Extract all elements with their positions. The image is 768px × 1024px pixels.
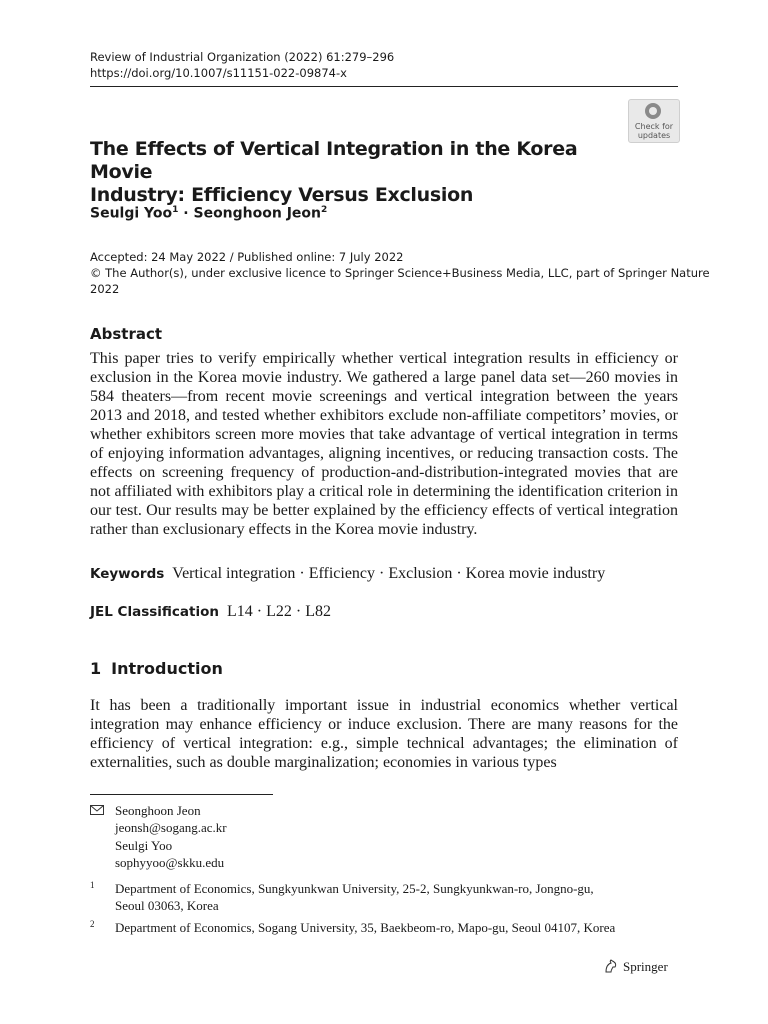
- introduction-body: It has been a traditionally important issue in industrial economics whether vertical integration may enhance efficiency or induce exclusion. There are many reasons for the efficiency of vertical integration: e.g., simple technical advantages; the elimination of externalities, such as double marginalization; economies in various types: [90, 697, 678, 771]
- badge-line-2: updates: [637, 131, 671, 140]
- title-line-2: Industry: Efficiency Versus Exclusion: [90, 184, 474, 206]
- author-1-affiliation-mark: 1: [172, 205, 179, 215]
- jel-label: JEL Classification: [90, 604, 219, 620]
- affiliation-text: Department of Economics, Sungkyunkwan University, 25-2, Sungkyunkwan-ro, Jongno-gu,: [115, 881, 594, 896]
- keywords-label: Keywords: [90, 566, 165, 582]
- crossmark-icon: [645, 103, 661, 119]
- badge-line-1: Check for: [634, 122, 674, 131]
- affiliation-text: Department of Economics, Sogang University, 35, Baekbeom-ro, Mapo-gu, Seoul 04107, Korea: [115, 920, 616, 935]
- paper-title: [90, 138, 610, 207]
- affiliation-text: Seoul 03063, Korea: [115, 898, 219, 913]
- springer-horse-icon: [603, 958, 619, 974]
- journal-citation: Review of Industrial Organization (2022) 61:279–296: [90, 50, 395, 64]
- title-line-1: The Effects of Vertical Integration in the Korea Movie: [90, 138, 578, 183]
- publisher-logo: [603, 958, 668, 975]
- author-list: [90, 205, 327, 222]
- author-2[interactable]: Seonghoon Jeon: [193, 205, 322, 222]
- section-heading: [90, 659, 223, 678]
- author-2-affiliation-mark: 2: [321, 205, 328, 215]
- second-author-email[interactable]: sophyyoo@skku.edu: [115, 855, 225, 870]
- corresponding-author-name: Seonghoon Jeon: [115, 803, 201, 818]
- check-for-updates-badge[interactable]: [628, 99, 680, 143]
- jel-classification: [90, 603, 331, 621]
- second-author-contact: [115, 837, 224, 871]
- envelope-icon: [90, 805, 104, 815]
- author-separator: ·: [178, 205, 194, 222]
- author-1[interactable]: Seulgi Yoo: [90, 205, 173, 222]
- second-author-name: Seulgi Yoo: [115, 838, 173, 853]
- footnote-rule: [90, 794, 273, 795]
- accepted-published: Accepted: 24 May 2022 / Published online: 7 July 2022: [90, 250, 404, 264]
- copyright-line-1: © The Author(s), under exclusive licence to Springer Science+Business Media, LLC, part of Springer Nature: [90, 266, 710, 280]
- abstract-heading: Abstract: [90, 325, 163, 343]
- publication-dates: [90, 249, 710, 297]
- journal-header: [90, 49, 394, 81]
- corresponding-author-email[interactable]: jeonsh@sogang.ac.kr: [115, 820, 227, 835]
- publisher-name: Springer: [623, 959, 668, 974]
- affiliation-number: 1: [90, 880, 95, 890]
- affiliation-number: 2: [90, 919, 95, 929]
- header-rule: [90, 86, 678, 87]
- doi-link[interactable]: https://doi.org/10.1007/s11151-022-09874-x: [90, 66, 347, 80]
- section-number: 1: [90, 659, 102, 678]
- copyright-line-2: 2022: [90, 282, 120, 296]
- keywords-text: Vertical integration · Efficiency · Exclusion · Korea movie industry: [172, 565, 606, 582]
- abstract-body: This paper tries to verify empirically whether vertical integration results in efficiency or exclusion in the Korea movie industry. We gathered a large panel data set—260 movies in 584 theaters—from recent movie screenings and vertical integration between the years 2013 and 2018, and tested whether exhibitors exclude non-affiliate competitors’ movies, or whether exhibitors screen more movies that take advantage of vertical integration in terms of enjoying information advantages, aligning incentives, or reducing transaction costs. The effects on screening frequency of production-and-distribution-integrated movies that are not affiliated with exhibitors play a critical role in determining the identification criterion in our test. Our results may be better explained by the efficiency effects of vertical integration rather than exclusionary effects in the Korea movie industry.: [90, 350, 678, 538]
- keywords: [90, 565, 605, 583]
- section-title: Introduction: [111, 659, 223, 678]
- jel-text: L14 · L22 · L82: [226, 603, 331, 620]
